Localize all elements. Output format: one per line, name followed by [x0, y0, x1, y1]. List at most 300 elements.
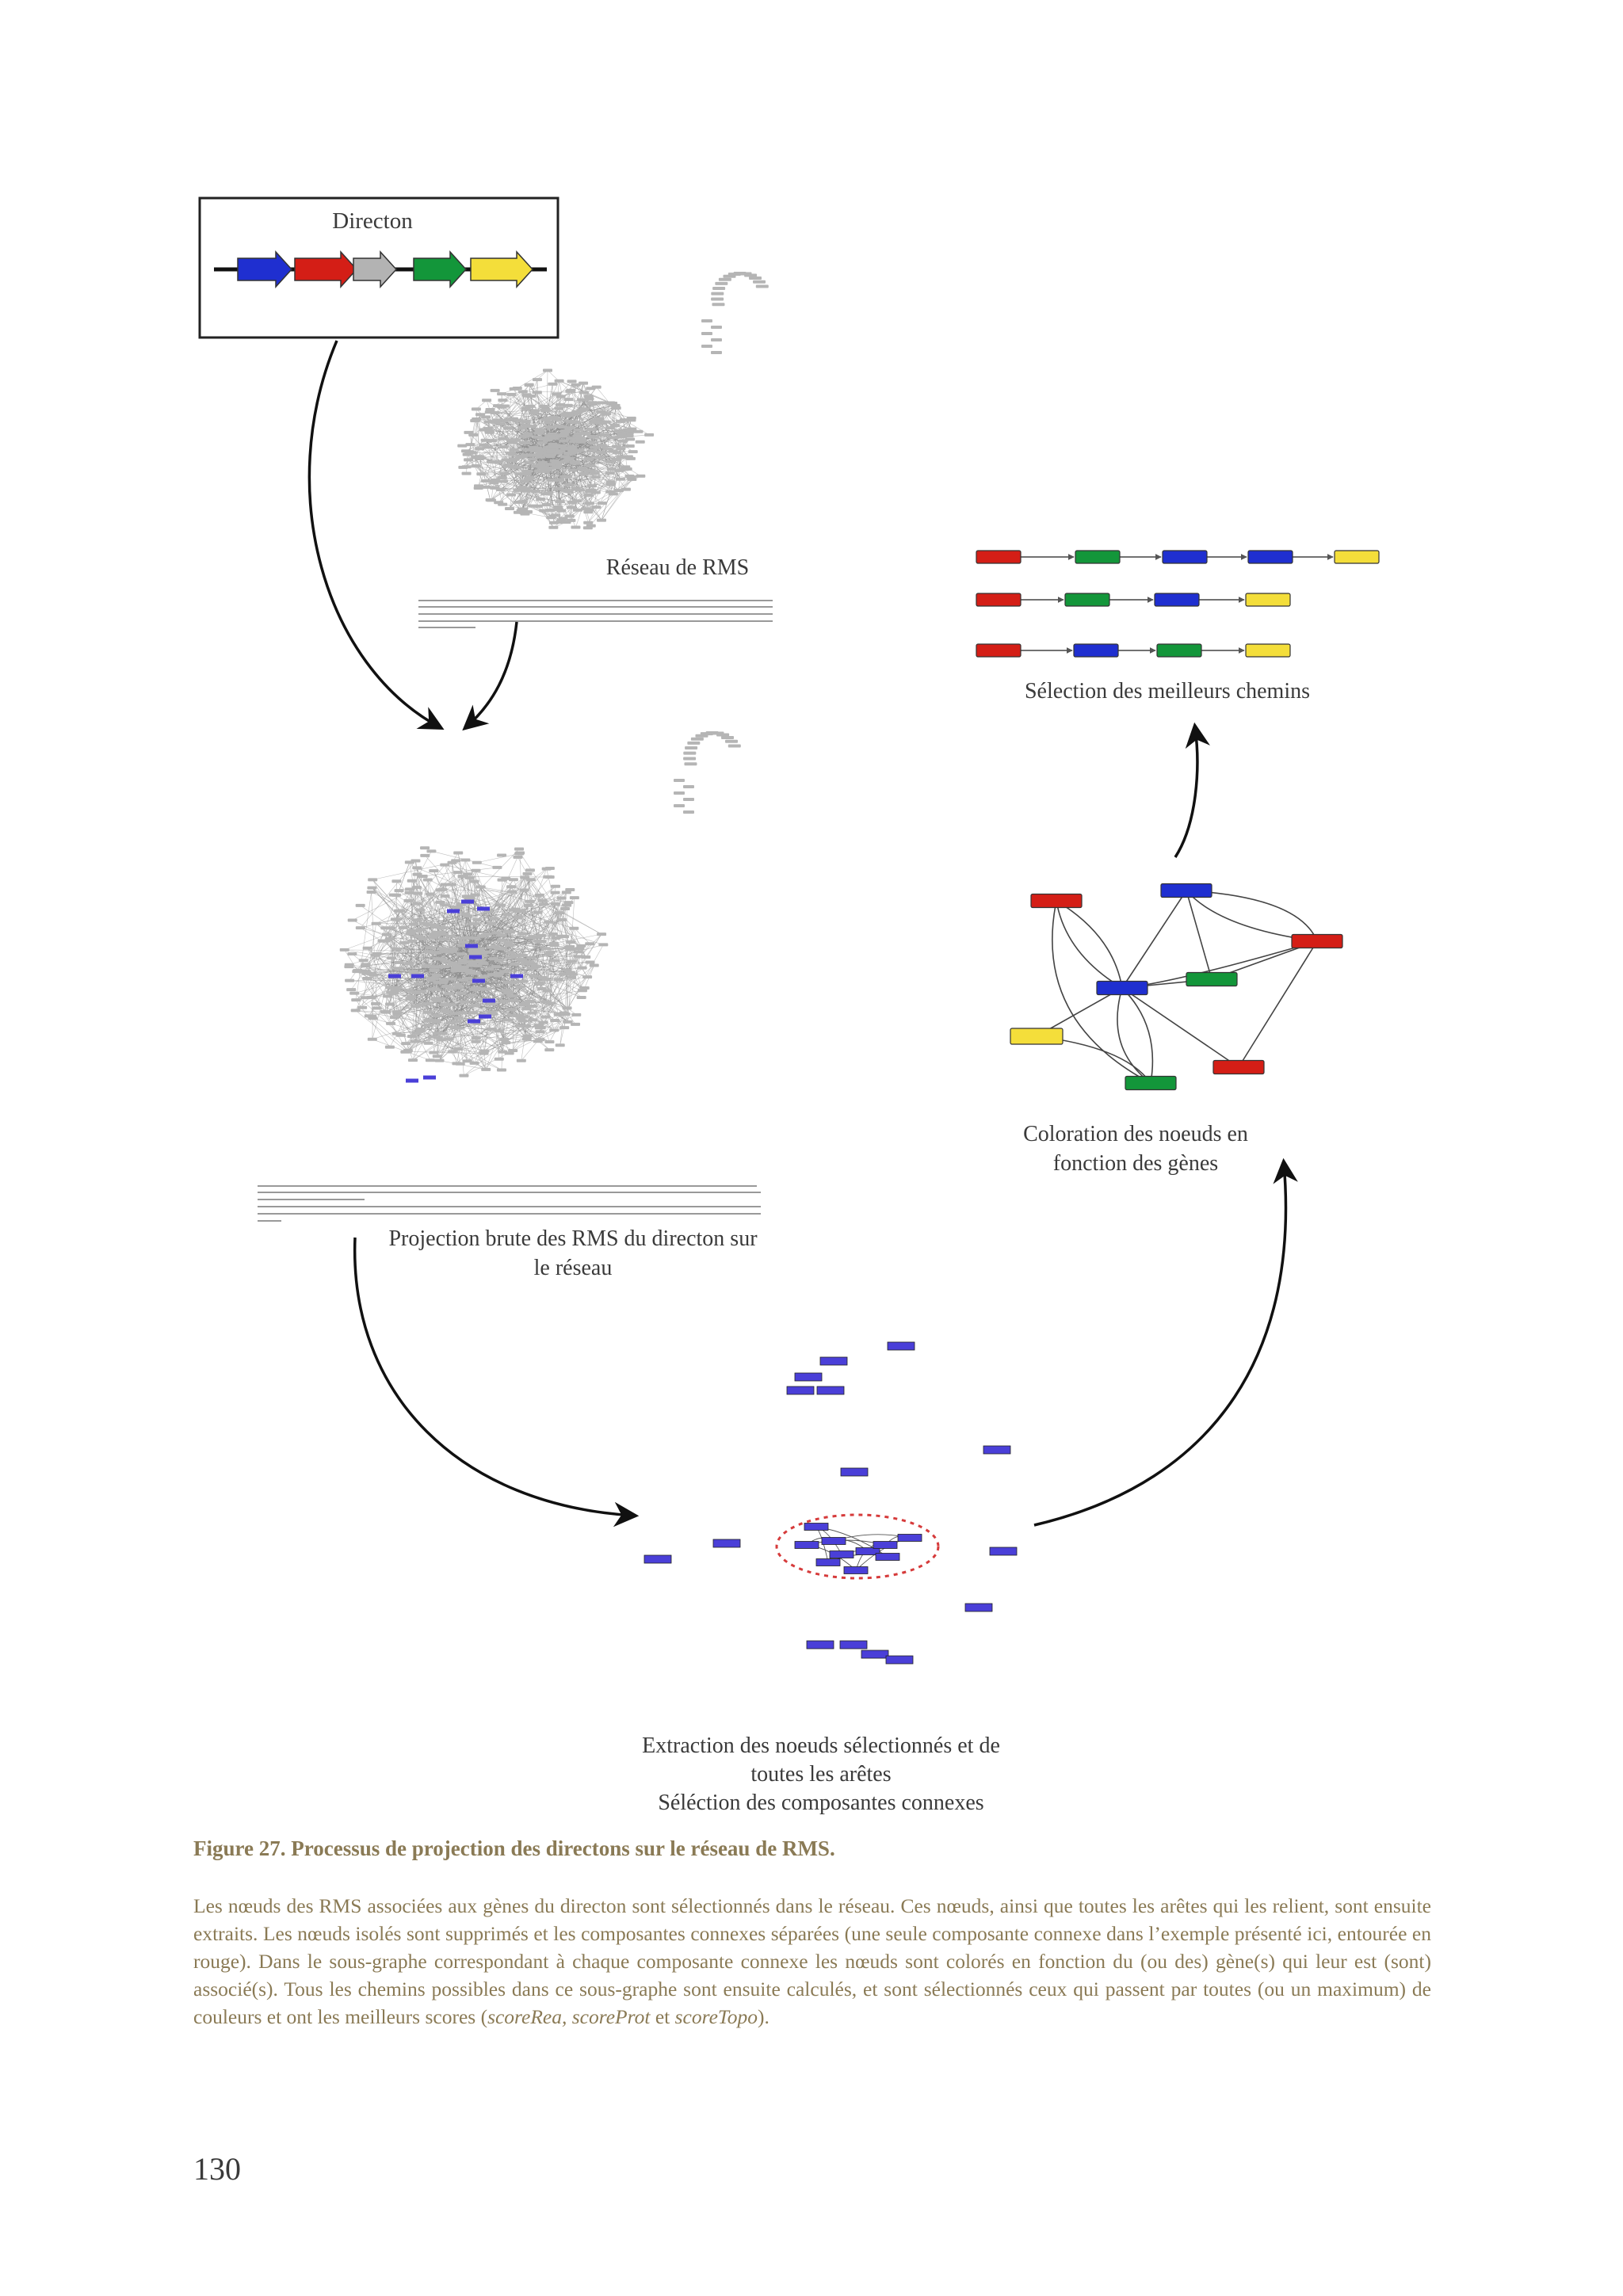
- network-node: [429, 936, 438, 939]
- network-node: [527, 1005, 537, 1008]
- network-node: [433, 1032, 442, 1035]
- network-node: [578, 989, 587, 992]
- network-node: [506, 885, 516, 888]
- path-node: [1157, 644, 1201, 657]
- network-node: [620, 467, 629, 471]
- network-node: [597, 519, 606, 522]
- network-node: [533, 936, 542, 939]
- network-node: [561, 1013, 571, 1016]
- network-node: [405, 997, 414, 1001]
- subgraph-edge: [1186, 891, 1212, 979]
- network-node: [392, 1010, 402, 1013]
- network-node: [544, 1040, 554, 1043]
- network-node: [586, 387, 595, 390]
- network-node: [526, 956, 536, 959]
- network-node: [575, 488, 585, 491]
- network-node: [498, 437, 508, 441]
- network-node: [412, 902, 422, 906]
- network-node: [448, 1051, 457, 1054]
- network-node: [429, 869, 438, 872]
- network-node: [556, 500, 565, 503]
- network-node: [575, 449, 584, 452]
- network-node: [504, 941, 514, 944]
- network-node: [453, 851, 463, 854]
- network-node: [523, 1035, 533, 1038]
- network-node: [415, 928, 425, 931]
- network-node: [372, 1006, 382, 1009]
- path-node: [976, 551, 1021, 563]
- network-node: [406, 932, 415, 935]
- projected-node: [472, 979, 485, 983]
- subgraph-node: [1125, 1077, 1176, 1090]
- network-node: [434, 1059, 444, 1062]
- network-node: [412, 886, 422, 889]
- network-node: [547, 479, 556, 482]
- network-node: [487, 498, 496, 502]
- network-node: [544, 421, 553, 424]
- network-node: [497, 854, 506, 857]
- network-node: [506, 951, 515, 954]
- network-node: [471, 894, 480, 897]
- network-node: [478, 961, 487, 964]
- network-node: [636, 441, 645, 444]
- component-node: [804, 1524, 828, 1531]
- path-node: [1335, 551, 1379, 563]
- network-node: [589, 421, 598, 424]
- network-node: [548, 445, 558, 448]
- network-node: [510, 963, 520, 966]
- network-node: [644, 433, 654, 437]
- network-node: [503, 1019, 513, 1022]
- network-node: [531, 490, 540, 493]
- network-node: [502, 930, 512, 933]
- network-node: [614, 429, 624, 433]
- projected-node: [510, 974, 523, 978]
- network-node: [625, 437, 635, 441]
- network-node: [372, 922, 381, 925]
- network-node: [574, 410, 583, 414]
- network-node: [475, 447, 484, 450]
- network-node: [487, 460, 496, 463]
- network-node: [389, 894, 399, 897]
- network-node: [391, 879, 401, 883]
- network-node: [537, 987, 547, 990]
- network-node: [491, 932, 501, 935]
- network-node: [565, 888, 575, 891]
- network-node: [567, 468, 577, 471]
- network-node: [506, 955, 515, 959]
- network-node: [683, 785, 694, 788]
- network-node: [541, 947, 551, 950]
- extracted-node: [965, 1604, 992, 1611]
- network-node: [553, 425, 563, 428]
- network-node: [540, 409, 550, 412]
- network-node: [522, 394, 532, 397]
- network-node: [545, 509, 555, 512]
- network-node: [449, 948, 458, 951]
- network-node: [508, 994, 517, 997]
- network-node: [419, 922, 429, 925]
- projection-network-cloud: [340, 846, 609, 1077]
- extraction-label-line-2: toutes les arêtes: [750, 1762, 892, 1787]
- network-node: [367, 1015, 376, 1018]
- projected-node: [447, 910, 460, 913]
- network-node: [386, 1022, 395, 1025]
- network-node: [544, 953, 554, 956]
- network-node: [464, 960, 474, 963]
- network-node: [456, 952, 466, 955]
- component-node: [795, 1542, 819, 1549]
- network-node: [492, 866, 502, 869]
- network-node: [514, 511, 523, 514]
- network-node: [712, 303, 724, 306]
- network-node: [535, 429, 544, 433]
- network-node: [598, 421, 607, 425]
- network-node: [535, 1038, 544, 1041]
- network-node: [575, 437, 585, 440]
- network-node: [567, 379, 577, 383]
- network-node: [467, 451, 476, 454]
- network-node: [493, 404, 502, 407]
- network-node: [716, 734, 729, 737]
- network-node: [412, 866, 422, 869]
- network-node: [385, 1046, 395, 1049]
- network-node: [560, 907, 570, 910]
- subgraph-edge: [1056, 901, 1122, 988]
- network-node: [591, 505, 601, 509]
- network-node: [423, 879, 433, 882]
- network-node: [548, 383, 557, 386]
- network-node: [590, 963, 599, 967]
- network-node: [557, 897, 567, 900]
- network-node: [744, 274, 757, 277]
- network-node: [454, 1016, 464, 1020]
- network-node: [518, 500, 528, 503]
- network-node: [538, 441, 548, 444]
- network-node: [441, 883, 450, 887]
- projected-node: [423, 1076, 436, 1080]
- network-node: [408, 1058, 418, 1062]
- network-node: [521, 420, 531, 423]
- network-node: [391, 948, 401, 951]
- network-node: [468, 922, 478, 925]
- network-node: [517, 933, 527, 936]
- network-node: [683, 810, 694, 814]
- network-node: [535, 1026, 544, 1029]
- network-node: [517, 1059, 526, 1062]
- network-node: [453, 1047, 463, 1051]
- caption-closing: ).: [757, 2005, 769, 2028]
- network-node: [584, 397, 594, 400]
- network-node: [562, 521, 571, 524]
- network-node: [449, 1025, 459, 1028]
- network-node: [385, 1003, 395, 1006]
- network-node: [598, 502, 607, 505]
- component-node: [876, 1554, 899, 1561]
- network-node: [491, 389, 500, 392]
- network-node: [441, 903, 451, 906]
- network-node: [445, 951, 454, 954]
- network-node: [508, 1049, 517, 1052]
- network-node: [566, 452, 575, 455]
- network-node: [756, 285, 769, 288]
- network-node: [753, 280, 766, 284]
- network-node: [383, 994, 392, 997]
- network-node: [356, 926, 365, 929]
- network-node: [506, 493, 516, 496]
- network-node: [506, 393, 516, 396]
- network-node: [551, 885, 560, 888]
- path-node: [1246, 593, 1290, 606]
- network-node: [514, 848, 524, 851]
- network-node: [538, 899, 548, 902]
- network-node: [344, 965, 353, 968]
- network-node: [492, 418, 502, 421]
- network-node: [588, 401, 598, 404]
- network-node: [424, 950, 433, 953]
- network-node: [749, 277, 762, 280]
- network-node: [612, 458, 621, 461]
- network-node: [571, 1013, 581, 1016]
- network-node: [554, 452, 563, 455]
- extraction-label-line-3: Séléction des composantes connexes: [658, 1791, 984, 1815]
- projected-node: [406, 1079, 418, 1083]
- network-node: [609, 436, 618, 439]
- network-node: [527, 425, 537, 428]
- network-node: [385, 986, 395, 989]
- network-node: [430, 1019, 440, 1022]
- network-node: [506, 452, 516, 455]
- network-node: [459, 940, 468, 944]
- network-node: [468, 994, 477, 997]
- network-node: [430, 987, 440, 990]
- network-node: [497, 1068, 506, 1071]
- network-node: [566, 971, 575, 974]
- extracted-node: [787, 1386, 814, 1394]
- path-node: [1074, 644, 1118, 657]
- network-node: [542, 868, 552, 871]
- network-node: [399, 926, 408, 929]
- network-node: [395, 961, 404, 964]
- caption-score-topo: scoreTopo: [674, 2005, 758, 2028]
- network-node: [505, 507, 514, 510]
- network-node: [576, 944, 586, 948]
- network-node: [403, 1050, 412, 1053]
- network-node: [559, 439, 568, 442]
- network-node: [413, 892, 422, 895]
- network-node: [540, 978, 550, 981]
- network-node: [621, 488, 631, 491]
- subgraph-edge: [1122, 891, 1186, 988]
- network-node: [453, 871, 463, 874]
- subgraph-edge: [1122, 988, 1239, 1067]
- network-node: [596, 410, 605, 414]
- network-node: [549, 437, 559, 440]
- network-node: [495, 959, 504, 962]
- network-node: [403, 899, 413, 902]
- network-node: [517, 508, 527, 511]
- network-node: [516, 986, 525, 989]
- network-node: [486, 408, 495, 411]
- network-node: [537, 940, 546, 943]
- network-node: [473, 950, 483, 953]
- network-node: [582, 975, 592, 978]
- network-node: [491, 965, 501, 968]
- network-node: [562, 904, 571, 907]
- network-node: [418, 875, 428, 878]
- network-node: [548, 933, 558, 936]
- network-node: [711, 326, 722, 329]
- network-node: [481, 951, 491, 954]
- network-node: [636, 475, 645, 478]
- network-node: [579, 391, 589, 394]
- network-node: [481, 1068, 491, 1071]
- network-node: [579, 382, 588, 385]
- network-node: [414, 982, 423, 986]
- network-node: [503, 981, 513, 984]
- network-node: [346, 988, 356, 991]
- network-node: [683, 757, 696, 761]
- arrow-network-to-projection: [466, 622, 517, 727]
- network-node: [571, 462, 580, 465]
- extraction-label-line-1: Extraction des noeuds sélectionnés et de: [642, 1733, 1000, 1758]
- network-node: [482, 486, 491, 489]
- network-node: [574, 429, 583, 432]
- network-node: [357, 1006, 367, 1009]
- network-node: [554, 978, 563, 981]
- network-node: [515, 910, 525, 913]
- path-node: [976, 593, 1021, 606]
- network-node: [590, 446, 599, 449]
- network-node: [633, 430, 643, 433]
- network-node: [567, 501, 577, 504]
- network-node: [533, 911, 543, 914]
- network-node: [522, 1007, 532, 1010]
- coloration-label-line-2: fonction des gènes: [1052, 1151, 1219, 1176]
- caption-score-prot: scoreProt: [571, 2005, 651, 2028]
- network-node: [349, 992, 359, 995]
- network-node: [438, 981, 448, 984]
- network-node: [567, 959, 577, 963]
- network-node: [519, 888, 529, 891]
- network-node: [533, 436, 542, 439]
- extracted-node: [807, 1641, 834, 1649]
- network-node: [472, 918, 482, 921]
- extracted-node: [888, 1342, 915, 1350]
- projected-node: [477, 907, 490, 911]
- network-node: [422, 1011, 432, 1014]
- network-node: [395, 889, 404, 892]
- network-node: [571, 1023, 580, 1026]
- network-node: [514, 916, 523, 919]
- network-node: [472, 869, 481, 872]
- network-node: [498, 479, 508, 482]
- network-node: [552, 392, 561, 395]
- network-node: [490, 486, 499, 490]
- network-node: [588, 449, 598, 452]
- subgraph-node: [1031, 894, 1082, 908]
- network-node: [544, 454, 554, 457]
- projected-node: [388, 974, 401, 978]
- network-node: [525, 405, 535, 408]
- caption-body-text: Les nœuds des RMS associées aux gènes du directon sont sélectionnés dans le réseau. Ces nœuds, ainsi que toutes les arêtes qui les relient, sont ensuite extraits. Les nœuds isolés sont supprimés et les composantes connexes séparées (une seule composante connexe dans l’exemple présenté ici, entourée en rouge). Dans le sous-graphe correspondant à chaque composante connexe les nœuds sont colorés en fonction du (ou des) gène(s) qui leur est (sont) associé(s). Tous les chemins possibles dans ce sous-graphe sont ensuite calculés, et sont sélectionnés ceux qui passent par toutes (ou un maximum) de couleurs et ont les meilleurs scores (: [193, 1894, 1431, 2028]
- network-node: [712, 287, 725, 290]
- network-node: [589, 441, 598, 444]
- network-node: [456, 1062, 465, 1066]
- network-node: [701, 332, 712, 335]
- network-node: [457, 1011, 467, 1014]
- network-node: [463, 1059, 472, 1062]
- network-node: [441, 985, 451, 988]
- network-node: [546, 1002, 556, 1005]
- network-node: [506, 439, 516, 442]
- network-node: [674, 779, 685, 782]
- network-node: [674, 791, 685, 795]
- network-node: [525, 961, 535, 964]
- network-node: [498, 399, 507, 402]
- network-node: [426, 849, 436, 852]
- network-node: [470, 419, 479, 422]
- network-node: [439, 938, 449, 941]
- network-node: [711, 292, 724, 296]
- network-node: [386, 926, 395, 929]
- network-node: [719, 278, 731, 281]
- network-node: [517, 426, 527, 429]
- network-node: [683, 752, 696, 755]
- network-node: [559, 1026, 569, 1029]
- network-node: [540, 492, 550, 495]
- network-node: [539, 405, 548, 408]
- network-node: [487, 1002, 496, 1005]
- network-node: [555, 911, 564, 914]
- network-node: [728, 745, 741, 748]
- network-node: [533, 447, 542, 450]
- network-node: [521, 441, 531, 444]
- projection-label-line-1: Projection brute des RMS du directon sur: [388, 1226, 758, 1251]
- network-node: [544, 417, 554, 420]
- network-node: [457, 444, 467, 448]
- network-node: [465, 896, 475, 899]
- network-node: [496, 903, 506, 906]
- network-node: [563, 404, 573, 407]
- network-node: [535, 894, 544, 897]
- caption-et: et: [650, 2005, 675, 2028]
- network-node: [356, 904, 365, 907]
- network-node: [382, 933, 391, 936]
- network-node: [543, 368, 552, 372]
- network-node: [501, 1041, 510, 1044]
- network-node: [605, 426, 615, 429]
- network-node: [556, 444, 566, 448]
- network-node: [545, 463, 555, 466]
- network-node: [545, 425, 555, 429]
- network-node: [591, 475, 601, 479]
- network-node: [430, 969, 439, 972]
- network-node: [498, 503, 507, 506]
- network-node: [524, 904, 533, 907]
- network-node: [472, 861, 482, 864]
- network-node: [498, 879, 507, 882]
- network-node: [363, 947, 372, 950]
- network-node: [674, 804, 685, 807]
- network-node: [529, 974, 539, 978]
- network-node: [560, 475, 570, 479]
- network-node: [475, 413, 485, 416]
- network-node: [564, 398, 574, 401]
- network-node: [367, 891, 376, 894]
- network-node: [586, 960, 595, 963]
- network-node: [495, 1058, 504, 1061]
